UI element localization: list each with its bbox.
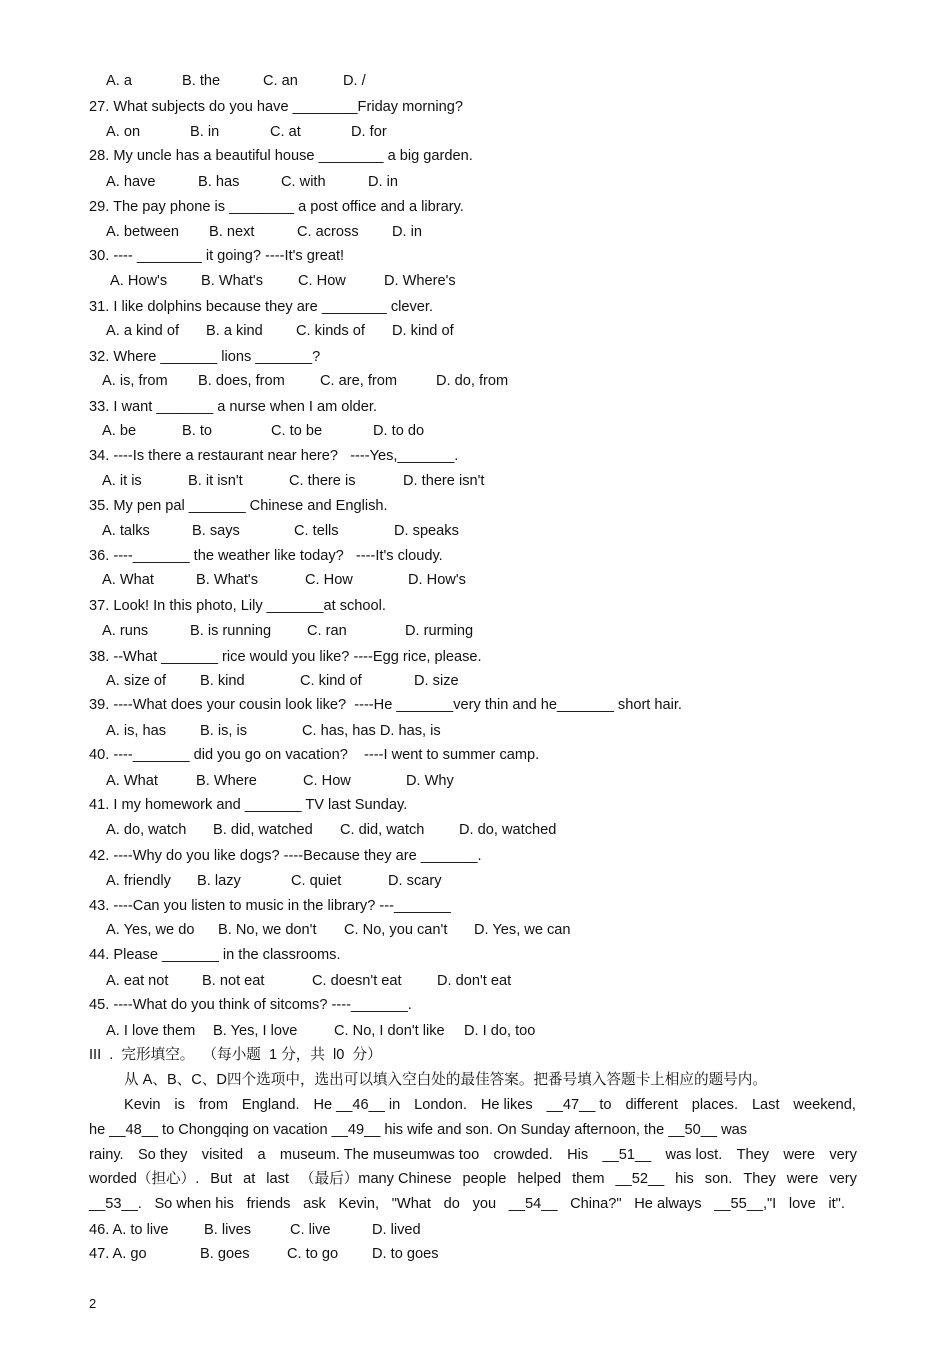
- question-stem-41: 41. I my homework and _______ TV last Sunday.: [89, 797, 408, 813]
- passage-word: He __46__ in: [313, 1097, 401, 1113]
- passage-word: his: [675, 1171, 694, 1187]
- option-c: C. kinds of: [296, 323, 365, 339]
- question-stem-42: 42. ----Why do you like dogs? ----Because they are _______.: [89, 848, 482, 864]
- passage-word: __54__: [508, 1196, 558, 1212]
- passage-word: from: [198, 1097, 229, 1113]
- passage-word: His: [567, 1147, 589, 1163]
- passage-word: （最后）many Chinese: [299, 1171, 452, 1187]
- option-c: C. tells: [294, 523, 339, 539]
- option-d: D. for: [351, 124, 387, 140]
- option-d: D. in: [392, 224, 423, 240]
- passage-word: China?": [570, 1196, 622, 1212]
- option-b: B. has: [198, 174, 240, 190]
- option-a: A. size of: [106, 673, 167, 689]
- question-46-stem-option-a: 46. A. to live: [89, 1222, 169, 1238]
- passage-word: love: [788, 1196, 816, 1212]
- option-d: D. to do: [373, 423, 425, 439]
- option-b: B. kind: [200, 673, 245, 689]
- option-a: A. Yes, we do: [106, 922, 195, 938]
- passage-word: museum. The museumwas too: [279, 1147, 480, 1163]
- option-a: A. runs: [102, 623, 149, 639]
- option-d: D. kind of: [392, 323, 454, 339]
- option-b: B. is, is: [200, 723, 248, 739]
- option-d: D. Why: [406, 773, 454, 789]
- option-b: B. is running: [190, 623, 272, 639]
- cloze-question-47: [89, 1246, 439, 1335]
- option-a: A. be: [102, 423, 137, 439]
- option-d: D. Where's: [384, 273, 456, 289]
- option-c: C. live: [290, 1222, 331, 1238]
- option-c: C. are, from: [320, 373, 398, 389]
- option-a: A. between: [106, 224, 180, 240]
- passage-word: London.: [414, 1097, 467, 1113]
- passage-word: a: [257, 1147, 266, 1163]
- passage-word: you: [472, 1196, 497, 1212]
- question-stem-27: 27. What subjects do you have ________Friday morning?: [89, 99, 463, 115]
- passage-word: do: [443, 1196, 460, 1212]
- option-c: C. across: [297, 224, 359, 240]
- passage-word: son.: [704, 1171, 733, 1187]
- passage-word: was lost.: [665, 1147, 723, 1163]
- option-c: C. How: [303, 773, 351, 789]
- option-d: D. to goes: [372, 1246, 439, 1262]
- passage-word: them: [572, 1171, 605, 1187]
- passage-word: helped: [517, 1171, 562, 1187]
- passage-word: __47__ to: [546, 1097, 612, 1113]
- option-a: A. on: [106, 124, 141, 140]
- option-a: A. What: [102, 572, 154, 588]
- option-d: D. rurming: [405, 623, 474, 639]
- section-instruction: 从 A、B、C、D四个选项中，选出可以填入空白处的最佳答案。把番号填入答题卡上相应的题号内。: [124, 1072, 767, 1088]
- passage-word: "What: [391, 1196, 431, 1212]
- passage-line-5: [89, 1197, 845, 1212]
- passage-word: crowded.: [493, 1147, 553, 1163]
- passage-word: __52__: [615, 1171, 665, 1187]
- option-d: D. Yes, we can: [474, 922, 571, 938]
- option-c: C. How: [305, 572, 353, 588]
- option-c: C. ran: [307, 623, 347, 639]
- option-b: B. lazy: [197, 873, 241, 889]
- option-d: D. do, watched: [459, 822, 557, 838]
- option-d: D. don't eat: [437, 973, 512, 989]
- option-c: C. to go: [287, 1246, 339, 1262]
- option-d: D. size: [414, 673, 459, 689]
- option-d: D. /: [343, 73, 366, 89]
- option-c: C. with: [281, 174, 326, 190]
- option-a: A. is, from: [102, 373, 168, 389]
- passage-word: __53__.: [89, 1196, 142, 1212]
- option-a: A. eat not: [106, 973, 169, 989]
- passage-word: Kevin,: [338, 1196, 380, 1212]
- section-heading-cloze: III . 完形填空。 （每小题 1 分，共 l0 分）: [89, 1047, 382, 1063]
- passage-word: He always: [634, 1196, 702, 1212]
- question-stem-32: 32. Where _______ lions _______?: [89, 349, 321, 365]
- option-b: B. the: [182, 73, 221, 89]
- option-c: C. to be: [271, 423, 323, 439]
- question-stem-43: 43. ----Can you listen to music in the library? ---_______: [89, 898, 451, 914]
- option-d: D. there isn't: [403, 473, 485, 489]
- option-c: C. did, watch: [340, 822, 425, 838]
- option-c-d: C. has, has D. has, is: [302, 723, 441, 739]
- option-a: A. it is: [102, 473, 142, 489]
- option-c: C. doesn't eat: [312, 973, 402, 989]
- passage-line-3: [89, 1148, 857, 1163]
- question-47-stem-option-a: 47. A. go: [89, 1246, 147, 1262]
- passage-word: Kevin: [124, 1097, 161, 1113]
- option-d: D. scary: [388, 873, 442, 889]
- option-d: D. How's: [408, 572, 466, 588]
- question-stem-33: 33. I want _______ a nurse when I am older.: [89, 399, 378, 415]
- passage-word: So when his: [154, 1196, 234, 1212]
- question-stem-35: 35. My pen pal _______ Chinese and English.: [89, 498, 388, 514]
- option-d: D. I do, too: [464, 1023, 536, 1039]
- option-b: B. it isn't: [188, 473, 243, 489]
- passage-word: friends: [246, 1196, 291, 1212]
- passage-word: visited: [201, 1147, 244, 1163]
- option-c: C. No, I don't like: [334, 1023, 445, 1039]
- option-c: C. No, you can't: [344, 922, 448, 938]
- option-a: A. How's: [110, 273, 168, 289]
- passage-word: __55__,"I: [714, 1196, 777, 1212]
- passage-word: very: [829, 1171, 857, 1187]
- passage-line-1: [124, 1098, 856, 1113]
- option-b: B. Where: [196, 773, 257, 789]
- option-c: C. How: [298, 273, 346, 289]
- option-d: D. do, from: [436, 373, 509, 389]
- option-c: C. quiet: [291, 873, 342, 889]
- option-b: B. next: [209, 224, 255, 240]
- passage-word: places.: [691, 1097, 739, 1113]
- option-a: A. friendly: [106, 873, 171, 889]
- passage-word: He likes: [480, 1097, 533, 1113]
- question-stem-30: 30. ---- ________ it going? ----It's great!: [89, 248, 345, 264]
- option-a: A. do, watch: [106, 822, 187, 838]
- question-stem-34: 34. ----Is there a restaurant near here? ----Yes,_______.: [89, 448, 459, 464]
- option-b: B. No, we don't: [218, 922, 317, 938]
- option-d: D. lived: [372, 1222, 421, 1238]
- page-number: 2: [89, 1296, 97, 1311]
- option-b: B. What's: [201, 273, 263, 289]
- passage-line-2: [89, 1123, 857, 1138]
- passage-word: They: [743, 1171, 776, 1187]
- option-a: A. a kind of: [106, 323, 180, 339]
- question-stem-28: 28. My uncle has a beautiful house ________ a big garden.: [89, 148, 473, 164]
- passage-word: __51__: [602, 1147, 652, 1163]
- passage-word: it".: [828, 1196, 845, 1212]
- passage-word: is: [174, 1097, 185, 1113]
- option-b: B. a kind: [206, 323, 263, 339]
- option-c: C. kind of: [300, 673, 362, 689]
- passage-word: last: [266, 1171, 289, 1187]
- option-b: B. lives: [204, 1222, 252, 1238]
- option-d: D. in: [368, 174, 399, 190]
- question-stem-44: 44. Please _______ in the classrooms.: [89, 947, 341, 963]
- option-c: C. an: [263, 73, 298, 89]
- passage-word: But: [210, 1171, 233, 1187]
- passage-word: he __48__ to Chongqing on vacation __49__ his wife and son. On Sunday afternoon, the __50__ was: [89, 1122, 748, 1138]
- question-stem-38: 38. --What _______ rice would you like? ----Egg rice, please.: [89, 649, 482, 665]
- passage-word: ask: [303, 1196, 326, 1212]
- passage-line-4: [89, 1172, 857, 1187]
- option-a: A. What: [106, 773, 158, 789]
- option-b: B. says: [192, 523, 240, 539]
- option-a: A. a: [106, 73, 132, 89]
- option-b: B. to: [182, 423, 213, 439]
- option-b: B. does, from: [198, 373, 285, 389]
- option-c: C. at: [270, 124, 301, 140]
- option-a: A. talks: [102, 523, 150, 539]
- option-a: A. have: [106, 174, 156, 190]
- option-a: A. I love them: [106, 1023, 196, 1039]
- passage-word: Last: [751, 1097, 780, 1113]
- passage-word: very: [829, 1147, 857, 1163]
- option-a: A. is, has: [106, 723, 167, 739]
- option-b: B. What's: [196, 572, 258, 588]
- option-b: B. goes: [200, 1246, 250, 1262]
- question-stem-37: 37. Look! In this photo, Lily _______at school.: [89, 598, 386, 614]
- question-stem-45: 45. ----What do you think of sitcoms? ----_______.: [89, 997, 412, 1013]
- passage-word: worded（担心）.: [89, 1171, 200, 1187]
- passage-word: at: [243, 1171, 256, 1187]
- passage-word: different: [625, 1097, 678, 1113]
- question-stem-31: 31. I like dolphins because they are ________ clever.: [89, 299, 434, 315]
- passage-word: England.: [241, 1097, 300, 1113]
- passage-word: people: [462, 1171, 507, 1187]
- passage-word: were: [783, 1147, 816, 1163]
- question-stem-36: 36. ----_______ the weather like today? ----It's cloudy.: [89, 548, 443, 564]
- question-stem-39: 39. ----What does your cousin look like? ----He _______very thin and he_______ short hair.: [89, 697, 682, 713]
- question-stem-40: 40. ----_______ did you go on vacation? ----I went to summer camp.: [89, 747, 540, 763]
- question-stem-29: 29. The pay phone is ________ a post office and a library.: [89, 199, 464, 215]
- option-b: B. not eat: [202, 973, 265, 989]
- option-c: C. there is: [289, 473, 356, 489]
- passage-word: They: [736, 1147, 770, 1163]
- passage-word: rainy.: [89, 1147, 124, 1163]
- passage-word: weekend,: [793, 1097, 856, 1113]
- option-d: D. speaks: [394, 523, 459, 539]
- passage-word: were: [786, 1171, 819, 1187]
- option-b: B. in: [190, 124, 220, 140]
- option-b: B. Yes, I love: [213, 1023, 298, 1039]
- option-b: B. did, watched: [213, 822, 313, 838]
- passage-word: So they: [137, 1147, 188, 1163]
